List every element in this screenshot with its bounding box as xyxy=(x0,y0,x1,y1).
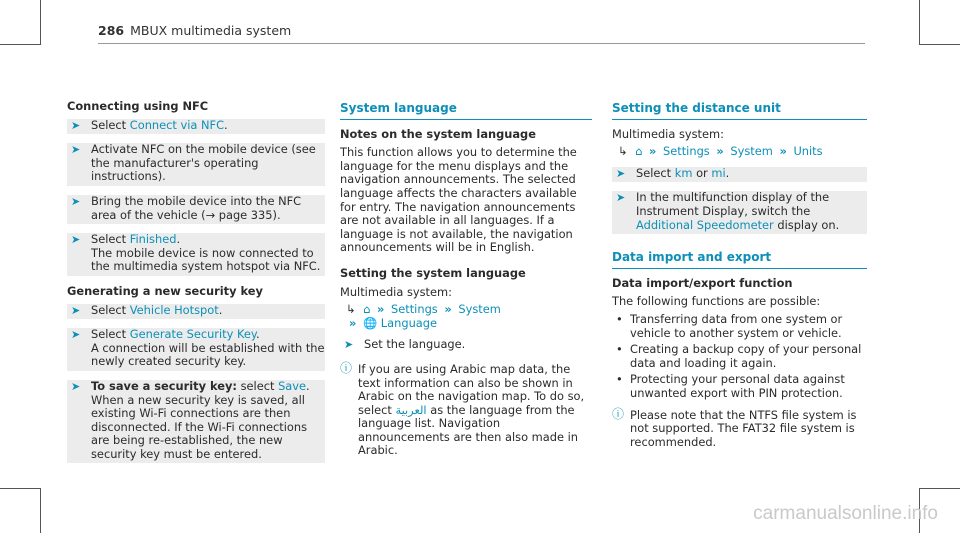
intro-multimedia: Multimedia system: xyxy=(340,284,452,299)
step-arrow-icon: ➤ xyxy=(71,143,81,157)
step-activate-nfc: ➤ Activate NFC on the mobile device (see the manufacturer's operating instructions). xyxy=(67,143,325,186)
para-functions: The following functions are possible: xyxy=(612,294,821,309)
menu-settings[interactable]: Settings xyxy=(391,302,438,317)
crop-mark xyxy=(920,44,960,45)
menu-additional-speedometer[interactable]: Additional Speedometer xyxy=(636,217,774,232)
step-arrow-icon: ➤ xyxy=(71,328,81,342)
home-icon[interactable]: ⌂ xyxy=(635,144,643,159)
menu-finished[interactable]: Finished xyxy=(129,232,177,247)
header-divider xyxy=(98,43,865,44)
step-arrow-icon: ➤ xyxy=(71,379,81,393)
home-icon[interactable]: ⌂ xyxy=(363,302,371,317)
heading-generating-key: Generating a new security key xyxy=(67,283,263,298)
crop-mark xyxy=(40,488,41,533)
column-nfc xyxy=(67,100,325,472)
crop-mark xyxy=(920,488,960,489)
note-filesystem: ⓘ Please note that the NTFS file system is not supported. The FAT32 file system is recommended. xyxy=(612,406,857,449)
crop-mark xyxy=(919,0,920,45)
page-header xyxy=(98,23,291,38)
double-chevron-icon: » xyxy=(649,144,657,159)
column-system-language xyxy=(340,102,592,464)
menu-path-language xyxy=(340,303,592,330)
crop-mark xyxy=(0,488,40,489)
menu-system[interactable]: System xyxy=(730,144,773,159)
step-select-connect-nfc: ➤ Select Connect via NFC. xyxy=(67,119,325,135)
path-hook-icon: ↳ xyxy=(618,144,628,159)
function-list xyxy=(612,313,867,401)
step-select-vehicle-hotspot: ➤ Select Vehicle Hotspot. xyxy=(67,304,325,320)
info-icon: ⓘ xyxy=(340,360,353,375)
menu-generate-security-key[interactable]: Generate Security Key xyxy=(129,327,257,342)
step-arrow-icon: ➤ xyxy=(71,194,81,208)
section-distance-unit: Setting the distance unit xyxy=(612,102,867,120)
step-select-unit: ➤ Select km or mi. xyxy=(612,167,867,183)
para-language-notes: This function allows you to determine the language for the menu displays and the navigation announcements. The selected language affects the characters available for entry. The navigation announcements are not available in all languages. If a language is not available, the navigation announcements will be in English. xyxy=(340,145,577,255)
double-chevron-icon: » xyxy=(779,144,787,159)
menu-language[interactable]: Language xyxy=(380,315,438,330)
heading-connecting-nfc: Connecting using NFC xyxy=(67,99,209,113)
step-additional-speedometer: ➤ In the multifunction display of the Instrument Display, switch the Additional Speedometer display on. xyxy=(612,191,867,234)
list-item: • Creating a backup copy of your personal data and loading it again. xyxy=(616,342,862,370)
intro-multimedia: Multimedia system: xyxy=(612,126,724,141)
section-system-language: System language xyxy=(340,102,592,120)
menu-settings[interactable]: Settings xyxy=(663,144,710,159)
option-km[interactable]: km xyxy=(674,165,693,180)
step-set-language: ➤ Set the language. xyxy=(344,337,466,352)
double-chevron-icon: » xyxy=(377,302,385,317)
step-bring-device: ➤ Bring the mobile device into the NFC area of the vehicle (→ page 335). xyxy=(67,195,325,224)
menu-connect-via-nfc[interactable]: Connect via NFC xyxy=(129,117,225,132)
path-hook-icon: ↳ xyxy=(346,302,356,317)
bullet-icon: • xyxy=(616,342,623,357)
menu-path-units xyxy=(612,145,867,159)
heading-notes-language: Notes on the system language xyxy=(340,126,536,141)
bullet-icon: • xyxy=(616,311,623,326)
globe-icon: 🌐 xyxy=(362,315,378,330)
step-arrow-icon: ➤ xyxy=(344,338,354,352)
step-arrow-icon: ➤ xyxy=(71,233,81,247)
crop-mark xyxy=(0,44,40,45)
step-arrow-icon: ➤ xyxy=(616,166,626,180)
step-arrow-icon: ➤ xyxy=(71,118,81,132)
column-distance-unit xyxy=(612,102,867,455)
list-item: • Transferring data from one system or vehicle to another system or vehicle. xyxy=(616,311,843,340)
menu-system[interactable]: System xyxy=(458,302,501,317)
option-mi[interactable]: mi xyxy=(711,165,726,180)
step-arrow-icon: ➤ xyxy=(71,303,81,317)
menu-units[interactable]: Units xyxy=(793,144,823,159)
step-select-finished: ➤ Select Finished. The mobile device is now connected to the multimedia system hotspot via NFC. xyxy=(67,233,325,276)
info-icon: ⓘ xyxy=(612,406,625,421)
menu-vehicle-hotspot[interactable]: Vehicle Hotspot xyxy=(129,302,219,317)
double-chevron-icon: » xyxy=(716,144,724,159)
heading-setting-language: Setting the system language xyxy=(340,265,526,280)
double-chevron-icon: » xyxy=(444,302,452,317)
watermark: carmanualsonline.info xyxy=(753,503,938,524)
heading-import-export-function: Data import/export function xyxy=(612,275,793,290)
menu-save[interactable]: Save xyxy=(278,378,307,393)
bullet-icon: • xyxy=(616,372,623,387)
double-chevron-icon: » xyxy=(349,315,357,330)
section-data-import-export: Data import and export xyxy=(612,251,867,269)
list-item: • Protecting your personal data against unwanted export with PIN protection. xyxy=(616,372,845,400)
step-generate-key: ➤ Select Generate Security Key. A connection will be established with the newly created security key. xyxy=(67,328,325,371)
page-number: 286 xyxy=(98,23,125,38)
step-arrow-icon: ➤ xyxy=(616,191,626,205)
menu-arabic[interactable]: العربية xyxy=(395,402,427,417)
crop-mark xyxy=(40,0,41,45)
step-save-key: ➤ To save a security key: select Save. When a new security key is saved, all existing Wi-Fi connections are then disconnected. If the Wi-Fi connections are being re-established, the new security key must be entered. xyxy=(67,380,325,464)
note-arabic: ⓘ If you are using Arabic map data, the text information can also be shown in Arabic on the navigation map. To do so, select العربية as the language from the language list. Navigation announcements are then also made in Arabic. xyxy=(340,360,585,458)
header-title: MBUX multimedia system xyxy=(130,23,292,38)
